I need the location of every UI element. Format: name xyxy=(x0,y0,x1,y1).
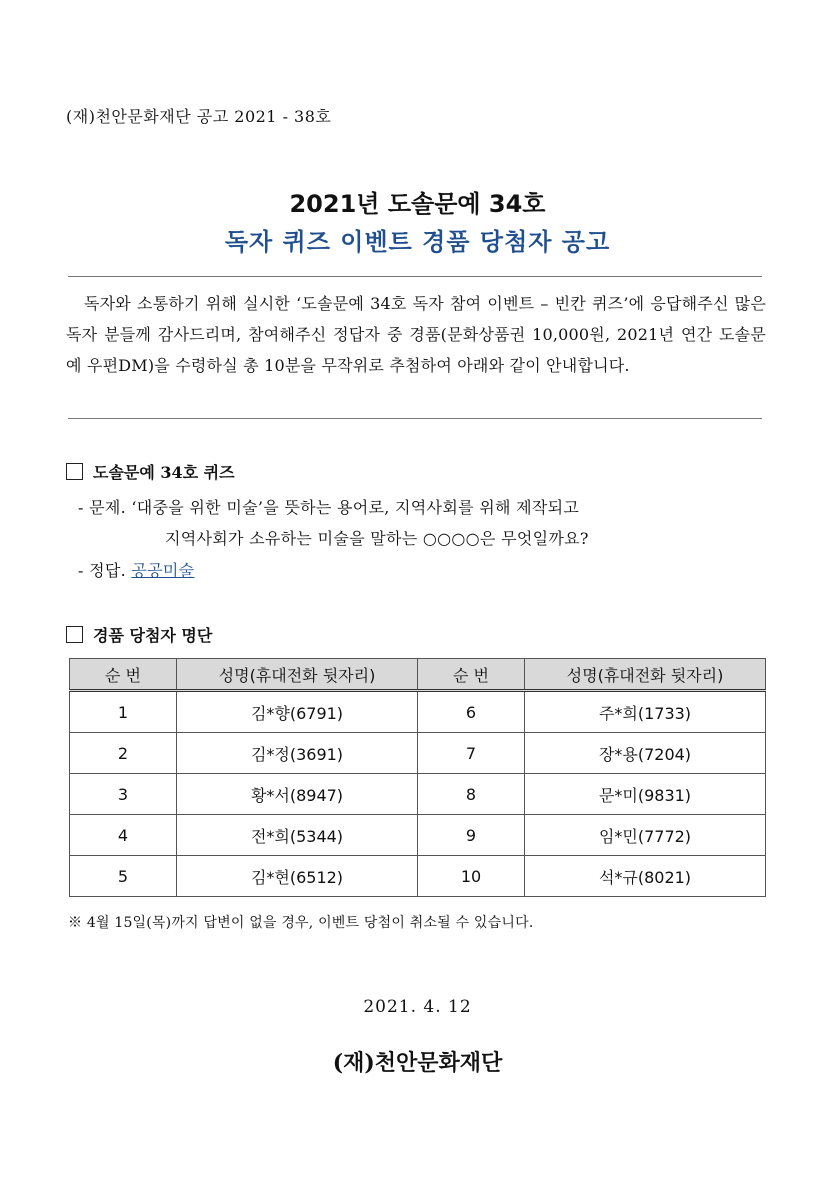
checkbox-square-icon xyxy=(66,463,83,480)
winner-no: 8 xyxy=(418,774,525,815)
winner-no: 9 xyxy=(418,815,525,856)
table-header-row xyxy=(70,659,766,691)
checkbox-square-icon xyxy=(66,626,83,643)
page-subtitle: 독자 퀴즈 이벤트 경품 당첨자 공고 xyxy=(224,228,611,256)
winner-name: 석*규(8021) xyxy=(525,856,766,897)
winner-name: 전*희(5344) xyxy=(177,815,418,856)
table-row xyxy=(70,856,766,897)
header-no-right: 순 번 xyxy=(418,659,525,691)
winner-no: 2 xyxy=(70,733,177,774)
quiz-heading-text: 도솔문예 34호 퀴즈 xyxy=(93,463,235,482)
winner-name: 김*현(6512) xyxy=(177,856,418,897)
header-name-right: 성명(휴대전화 뒷자리) xyxy=(525,659,766,691)
answer-label: - 정답. xyxy=(78,561,126,580)
notice-date: 2021. 4. 12 xyxy=(363,997,472,1017)
winner-no: 3 xyxy=(70,774,177,815)
winner-no: 4 xyxy=(70,815,177,856)
winners-section-heading xyxy=(66,623,212,646)
winners-table xyxy=(69,658,766,897)
table-row xyxy=(70,815,766,856)
table-row xyxy=(70,774,766,815)
winner-name: 황*서(8947) xyxy=(177,774,418,815)
quiz-answer-line xyxy=(78,558,194,581)
bottom-divider xyxy=(68,418,762,419)
winner-name: 장*용(7204) xyxy=(525,733,766,774)
organization-name: (재)천안문화재단 xyxy=(332,1050,503,1076)
winner-name: 김*향(6791) xyxy=(177,691,418,733)
winner-no: 6 xyxy=(418,691,525,733)
notice-number: (재)천안문화재단 공고 2021 - 38호 xyxy=(66,107,332,126)
winner-no: 7 xyxy=(418,733,525,774)
quiz-question-line2: 지역사회가 소유하는 미술을 말하는 ○○○○은 무엇일까요? xyxy=(165,529,589,548)
quiz-section-heading xyxy=(66,460,235,483)
winner-name: 문*미(9831) xyxy=(525,774,766,815)
top-divider xyxy=(68,276,762,277)
quiz-answer: 공공미술 xyxy=(131,561,195,580)
winner-no: 10 xyxy=(418,856,525,897)
cancellation-note: ※ 4월 15일(목)까지 답변이 없을 경우, 이벤트 당첨이 취소될 수 있습니다. xyxy=(68,915,534,931)
winner-name: 주*희(1733) xyxy=(525,691,766,733)
intro-text: 독자와 소통하기 위해 실시한 ‘도솔문예 34호 독자 참여 이벤트 – 빈칸 퀴즈’에 응답해주신 많은 독자 분들께 감사드리며, 참여해주신 정답자 중 경품(문화상품권 10,000원, 2021년 연간 도솔문예 우편DM)을 수령하실 총 10분을 무작위로 추첨하여 아래와 같이 안내합니다. xyxy=(66,294,766,375)
table-row xyxy=(70,691,766,733)
header-no-left: 순 번 xyxy=(70,659,177,691)
winner-name: 임*민(7772) xyxy=(525,815,766,856)
page-title: 2021년 도솔문예 34호 xyxy=(289,190,546,218)
winner-name: 김*정(3691) xyxy=(177,733,418,774)
winner-no: 1 xyxy=(70,691,177,733)
quiz-question-line1: - 문제. ‘대중을 위한 미술’을 뜻하는 용어로, 지역사회를 위해 제작되고 xyxy=(78,498,580,517)
winner-no: 5 xyxy=(70,856,177,897)
header-name-left: 성명(휴대전화 뒷자리) xyxy=(177,659,418,691)
table-row xyxy=(70,733,766,774)
winners-heading-text: 경품 당첨자 명단 xyxy=(93,626,213,645)
intro-paragraph xyxy=(66,288,766,381)
